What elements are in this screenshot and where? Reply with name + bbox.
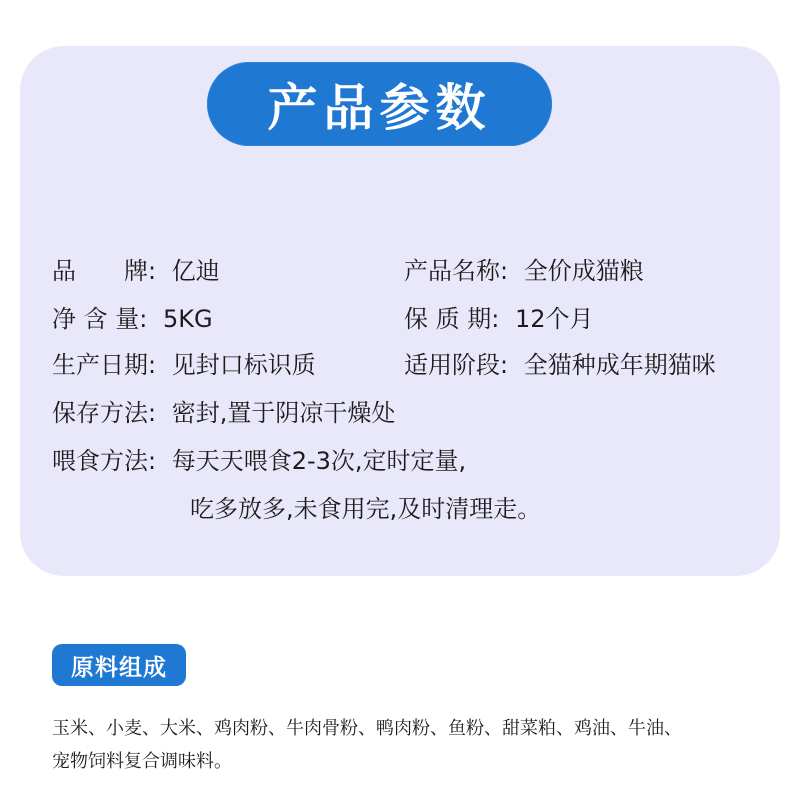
feeding-value-line1: 每天天喂食2-3次,定时定量, — [171, 447, 467, 475]
storage-row — [52, 398, 395, 428]
ingredients-line-1: 玉米、小麦、大米、鸡肉粉、牛肉骨粉、鸭肉粉、鱼粉、甜菜粕、鸡油、牛油、 — [52, 718, 682, 739]
feeding-label: 喂食方法: — [52, 447, 157, 475]
shelf-life-label: 保 质 期: — [404, 305, 500, 333]
storage-label: 保存方法: — [52, 399, 157, 427]
product-name-label: 产品名称: — [404, 257, 509, 285]
net-content-label: 净 含 量: — [52, 305, 148, 333]
ingredients-line-2: 宠物饲料复合调味料。 — [52, 751, 232, 772]
brand-row — [52, 256, 220, 286]
feeding-value-line2: 吃多放多,未食用完,及时清理走。 — [190, 495, 542, 523]
product-name-row — [404, 256, 644, 286]
feeding-row-cont — [190, 494, 541, 524]
production-date-label: 生产日期: — [52, 351, 157, 379]
ingredients-text — [52, 712, 772, 778]
stage-label: 适用阶段: — [404, 351, 509, 379]
production-date-row — [52, 350, 316, 380]
shelf-life-value: 12个月 — [514, 305, 594, 333]
net-content-row — [52, 304, 213, 334]
production-date-value: 见封口标识质 — [171, 351, 316, 379]
stage-value: 全猫种成年期猫咪 — [523, 351, 716, 379]
ingredients-header: 原料组成 — [52, 644, 186, 686]
brand-value: 亿迪 — [171, 257, 220, 285]
feeding-row — [52, 446, 466, 476]
product-name-value: 全价成猫粮 — [523, 257, 644, 285]
shelf-life-row — [404, 304, 594, 334]
brand-label: 品 牌: — [52, 257, 157, 285]
params-title: 产品参数 — [207, 62, 552, 146]
stage-row — [404, 350, 716, 380]
net-content-value: 5KG — [162, 305, 213, 333]
storage-value: 密封,置于阴凉干燥处 — [171, 399, 396, 427]
